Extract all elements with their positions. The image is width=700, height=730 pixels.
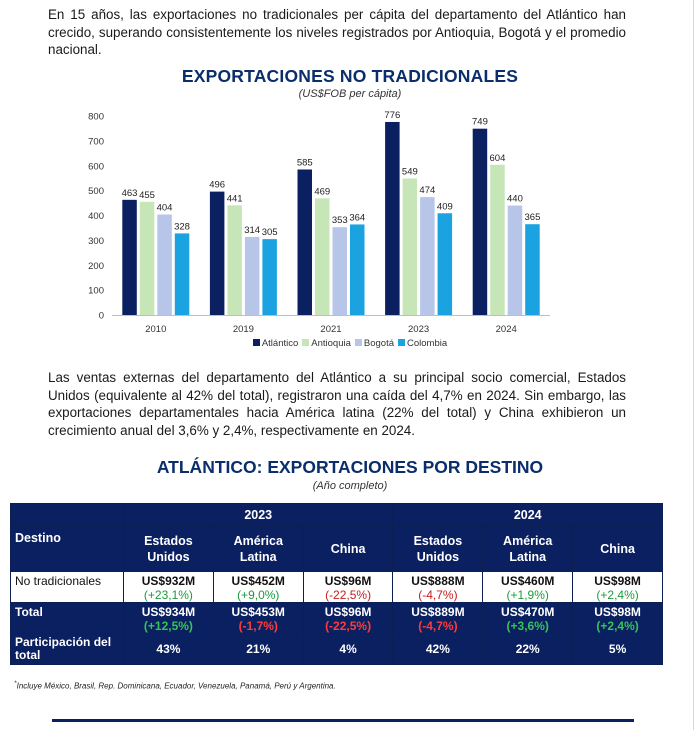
- cell-change: (-4,7%): [418, 588, 458, 602]
- table-cell: [213, 603, 303, 634]
- footnote-marker: *: [14, 680, 17, 687]
- data-label: 776: [384, 109, 401, 121]
- table-cell: [303, 634, 393, 665]
- table-cell: [573, 603, 663, 634]
- row-label: No tradicionales: [11, 572, 124, 603]
- bottom-rule: [52, 719, 634, 722]
- cell-value: US$470M: [501, 605, 555, 619]
- cell-change: (-1,7%): [238, 619, 278, 633]
- table-cell: [303, 603, 393, 634]
- x-tick-label: 2024: [495, 324, 517, 335]
- data-label: 404: [156, 202, 173, 214]
- cell-change: (+12,5%): [143, 619, 193, 633]
- table-cell: [573, 572, 663, 603]
- cell-value: US$96M: [324, 605, 372, 619]
- bar: [333, 227, 348, 315]
- legend-label: Bogotá: [363, 338, 395, 349]
- cell-value: 4%: [339, 642, 357, 656]
- data-label: 441: [226, 193, 243, 205]
- cell-value: US$932M: [141, 574, 196, 588]
- y-tick-label: 400: [88, 211, 104, 222]
- bar: [227, 205, 242, 315]
- legend-item: [253, 338, 298, 349]
- data-label: 364: [349, 212, 366, 224]
- y-tick-label: 100: [88, 285, 104, 297]
- x-tick-label: 2021: [320, 324, 342, 335]
- cell-change: (+2,4%): [596, 619, 639, 633]
- table-cell: [213, 634, 303, 665]
- legend-swatch: [355, 339, 362, 346]
- table-cell: [483, 572, 573, 603]
- data-label: 585: [296, 157, 313, 169]
- bar: [490, 165, 505, 315]
- cell-value: US$452M: [231, 574, 285, 588]
- bar: [175, 233, 190, 315]
- data-label: 469: [314, 186, 331, 198]
- table-row-total: [11, 603, 663, 634]
- y-tick-label: 700: [88, 136, 104, 148]
- cell-change: (-22,5%): [325, 588, 372, 602]
- y-tick-label: 0: [98, 310, 104, 322]
- row-label: Participación del total: [11, 634, 124, 665]
- bar-chart: [80, 104, 580, 339]
- bar: [473, 129, 488, 315]
- table-cell: [483, 603, 573, 634]
- legend-label: Atlántico: [261, 338, 299, 349]
- bar: [525, 224, 540, 315]
- cell-value: US$96M: [324, 574, 372, 588]
- bar: [210, 192, 225, 315]
- bar: [315, 198, 330, 315]
- legend-item: [355, 338, 394, 349]
- cell-change: (+1,9%): [506, 588, 549, 602]
- data-label: 409: [436, 201, 453, 213]
- bar: [140, 202, 155, 315]
- data-label: 463: [121, 187, 138, 199]
- data-label: 474: [419, 185, 436, 197]
- y-tick-label: 600: [88, 161, 104, 173]
- data-label: 549: [401, 166, 418, 178]
- cell-value: US$888M: [411, 574, 465, 588]
- table-cell: [393, 572, 483, 603]
- cell-value: 22%: [515, 642, 540, 656]
- cell-value: US$460M: [501, 574, 555, 588]
- legend-item: [302, 338, 351, 349]
- table-cell: [393, 634, 483, 665]
- year-header-2024: 2024: [393, 504, 663, 527]
- cell-value: 21%: [246, 642, 271, 656]
- destino-header: Destino: [11, 527, 124, 572]
- bar: [385, 122, 400, 315]
- cell-change: (+2,4%): [596, 588, 639, 602]
- table-cell: [483, 634, 573, 665]
- bar: [403, 178, 418, 315]
- table-row-participacion: [11, 634, 663, 665]
- y-tick-label: 800: [88, 111, 104, 123]
- legend-swatch: [302, 339, 309, 346]
- table-title: ATLÁNTICO: EXPORTACIONES POR DESTINO: [156, 457, 544, 477]
- data-label: 365: [524, 212, 541, 224]
- cell-value: US$98M: [594, 574, 641, 588]
- cell-value: 42%: [425, 642, 450, 656]
- destination-table: [10, 503, 663, 665]
- intro-paragraph: En 15 años, las exportaciones no tradicionales per cápita del departamento del Atlántico han crecido, superando consistentemente los niveles registrados por Antioquia, Bogotá y el promedio nacional.: [48, 7, 626, 58]
- chart-title: EXPORTACIONES NO TRADICIONALES: [181, 66, 519, 86]
- cell-value: US$934M: [141, 605, 196, 619]
- data-label: 353: [331, 215, 348, 227]
- data-label: 314: [244, 224, 261, 236]
- x-tick-label: 2010: [145, 324, 167, 335]
- table-cell: [573, 634, 663, 665]
- col-header: China: [303, 527, 393, 572]
- bar: [420, 197, 435, 315]
- cell-value: 5%: [608, 642, 627, 656]
- col-header: China: [573, 527, 663, 572]
- table-cell: [124, 572, 214, 603]
- legend-label: Antioquia: [311, 338, 351, 349]
- table-row-no-tradicionales: [11, 572, 663, 603]
- data-label: 328: [174, 221, 190, 233]
- cell-change: (-22,5%): [325, 619, 372, 633]
- y-tick-label: 500: [88, 186, 104, 198]
- x-tick-label: 2023: [408, 324, 430, 335]
- bar: [438, 213, 453, 315]
- legend-swatch: [398, 339, 405, 346]
- chart-legend: [0, 338, 700, 349]
- data-label: 305: [261, 227, 278, 239]
- cell-value: US$98M: [594, 605, 641, 619]
- cell-value: US$453M: [231, 605, 285, 619]
- page-edge-divider: [693, 0, 694, 730]
- legend-swatch: [253, 339, 260, 346]
- cell-change: (+9,0%): [237, 588, 280, 602]
- row-label: Total: [11, 603, 124, 634]
- bar: [245, 237, 260, 315]
- data-label: 604: [489, 152, 506, 164]
- footnote-text: Incluye México, Brasil, Rep. Dominicana, Ecuador, Venezuela, Panamá, Perú y Argentina.: [16, 681, 336, 691]
- col-header: América Latina: [483, 527, 573, 572]
- legend-item: [398, 338, 447, 349]
- bar: [157, 215, 172, 315]
- y-tick-label: 200: [88, 260, 104, 272]
- table-cell: [213, 572, 303, 603]
- chart-subtitle: (US$FOB per cápita): [298, 88, 402, 100]
- legend-label: Colombia: [407, 338, 448, 349]
- table-cell: [393, 603, 483, 634]
- body-paragraph: Las ventas externas del departamento del Atlántico a su principal socio comercial, Estados Unidos (equivalente al 42% del total), registraron una caída del 4,7% en 2024. Sin embargo, las exportaciones departamentales hacia América latina (22% del total) y China exhibieron un crecimiento anual del 3,6% y 2,4%, respectivamente en 2024.: [48, 370, 626, 438]
- bar: [122, 200, 137, 315]
- data-label: 496: [209, 179, 226, 191]
- col-header: América Latina: [213, 527, 303, 572]
- bar: [350, 224, 365, 315]
- data-label: 455: [139, 189, 155, 201]
- data-label: 749: [472, 116, 488, 128]
- year-header-2023: 2023: [124, 504, 393, 527]
- table-cell: [124, 603, 214, 634]
- bar: [508, 206, 523, 315]
- table-cell: [303, 572, 393, 603]
- cell-value: US$889M: [411, 605, 465, 619]
- col-header: Estados Unidos: [393, 527, 483, 572]
- col-header: Estados Unidos: [124, 527, 214, 572]
- bar: [262, 239, 277, 315]
- bar: [298, 169, 313, 315]
- table-cell: [124, 634, 214, 665]
- table-corner: [11, 504, 124, 527]
- y-tick-label: 300: [88, 235, 104, 247]
- data-label: 440: [507, 193, 523, 205]
- cell-change: (+3,6%): [506, 619, 549, 633]
- x-tick-label: 2019: [232, 324, 254, 335]
- footnote: [14, 680, 336, 691]
- cell-value: 43%: [156, 642, 181, 656]
- table-subtitle: (Año completo): [312, 480, 388, 492]
- cell-change: (-4,7%): [418, 619, 458, 633]
- cell-change: (+23,1%): [143, 588, 193, 602]
